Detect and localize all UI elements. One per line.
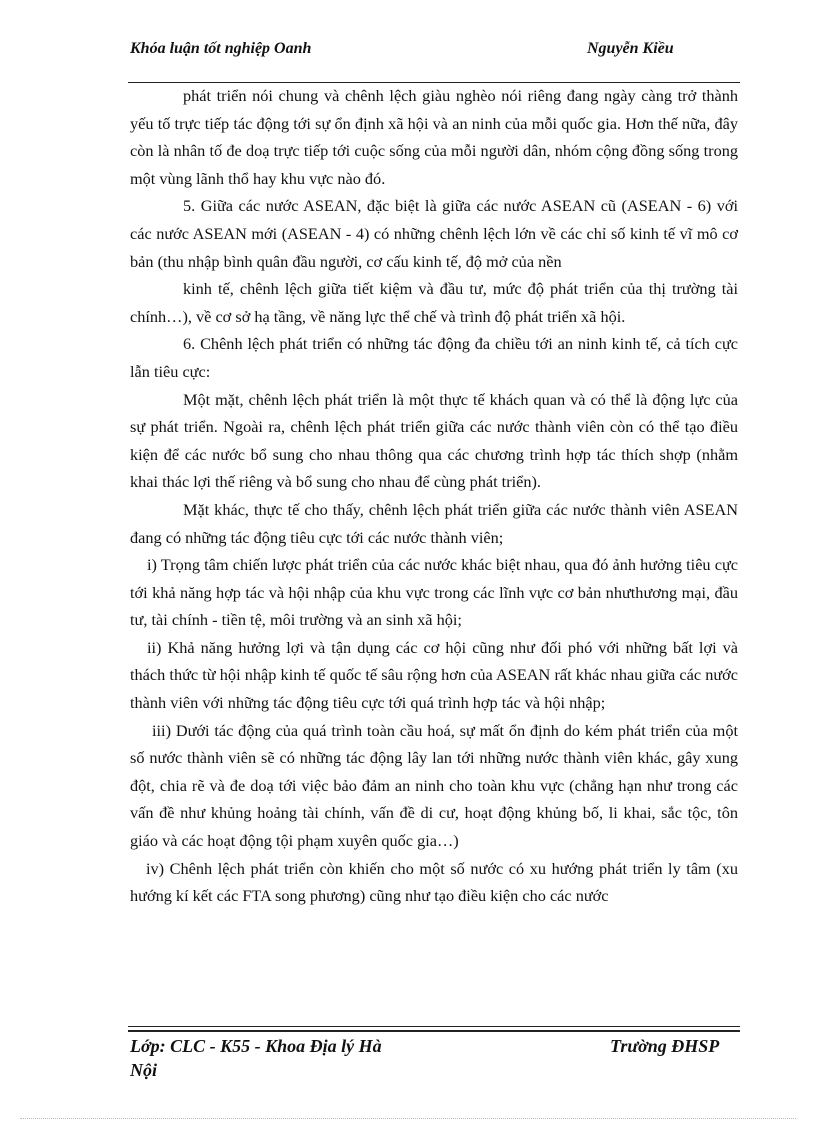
page-header <box>130 38 740 82</box>
body-text <box>130 82 738 910</box>
footer-rule-thick <box>128 1030 740 1032</box>
paragraph: 6. Chênh lệch phát triển có những tác động đa chiều tới an ninh kinh tế, cả tích cực lẫn tiêu cực: <box>130 334 738 381</box>
footer-right-text: Trường ĐHSP <box>610 1036 720 1056</box>
header-right-text: Nguyễn Kiều <box>587 40 674 57</box>
page-footer <box>130 1034 742 1082</box>
paragraph: 5. Giữa các nước ASEAN, đặc biệt là giữa các nước ASEAN cũ (ASEAN - 6) với các nước ASEAN mới (ASEAN - 4) có những chênh lệch lớn về các chỉ số kinh tế vĩ mô cơ bản (thu nhập bình quân đầu người, cơ cấu kinh tế, độ mở của nền <box>130 196 738 271</box>
paragraph: kinh tế, chênh lệch giữa tiết kiệm và đầu tư, mức độ phát triển của thị trường tài chính…), về cơ sở hạ tầng, về năng lực thể chế và trình độ phát triển xã hội. <box>130 279 738 326</box>
paragraph: Một mặt, chênh lệch phát triển là một thực tế khách quan và có thể là động lực của sự phát triển. Ngoài ra, chênh lệch phát triển giữa các nước thành viên còn có thể tạo điều kiện để các nước bổ sung cho nhau thông qua các chương trình hợp tác thích shợp (nhằm khai thác lợi thế riêng và bổ sung cho nhau để cùng phát triển). <box>130 389 738 492</box>
paragraph: Mặt khác, thực tế cho thấy, chênh lệch phát triển giữa các nước thành viên ASEAN đang có những tác động tiêu cực tới các nước thành viên; <box>130 499 738 547</box>
page-bottom-dotted-line <box>20 1118 796 1119</box>
list-item: iv) Chênh lệch phát triển còn khiến cho một số nước có xu hướng phát triển ly tâm (xu hướng kí kết các FTA song phương) cũng như tạo điều kiện cho các nước <box>130 858 738 906</box>
header-left-text: Khóa luận tốt nghiệp Oanh <box>130 40 312 57</box>
footer-left-text: Lớp: CLC - K55 - Khoa Địa lý Hà Nội <box>130 1036 382 1080</box>
list-item: i) Trọng tâm chiến lược phát triển của các nước khác biệt nhau, qua đó ảnh hưởng tiêu cực tới khả năng hợp tác và hội nhập của khu vực trong các lĩnh vực cơ bản nhưthương mại, đầu tư, tài chính - tiền tệ, môi trường và an sinh xã hội; <box>130 555 738 630</box>
paragraph: phát triển nói chung và chênh lệch giàu nghèo nói riêng đang ngày càng trở thành yếu tố trực tiếp tác động tới sự ổn định xã hội và an ninh của mỗi quốc gia. Hơn thế nữa, đây còn là nhân tố đe doạ trực tiếp tới cuộc sống của mỗi người dân, nhóm cộng đồng sống trong một vùng lãnh thổ hay khu vực nào đó. <box>130 86 738 188</box>
list-item: ii) Khả năng hưởng lợi và tận dụng các cơ hội cũng như đối phó với những bất lợi và thách thức từ hội nhập kinh tế quốc tế sâu rộng hơn của ASEAN rất khác nhau giữa các nước thành viên với những tác động tiêu cực tới quá trình hợp tác và hội nhập; <box>130 637 738 713</box>
list-item: iii) Dưới tác động của quá trình toàn cầu hoá, sự mất ổn định do kém phát triển của một số nước thành viên sẽ có những tác động lây lan tới những nước thành viên khác, gây xung đột, chia rẽ và đe doạ tới việc bảo đảm an ninh cho toàn khu vực (chẳng hạn như trong các vấn đề như khủng hoảng tài chính, vấn đề di cư, hoạt động khủng bố, li khai, sắc tộc, tôn giáo và các hoạt động tội phạm xuyên quốc gia…) <box>130 720 738 851</box>
footer-rule-thin <box>128 1026 740 1027</box>
